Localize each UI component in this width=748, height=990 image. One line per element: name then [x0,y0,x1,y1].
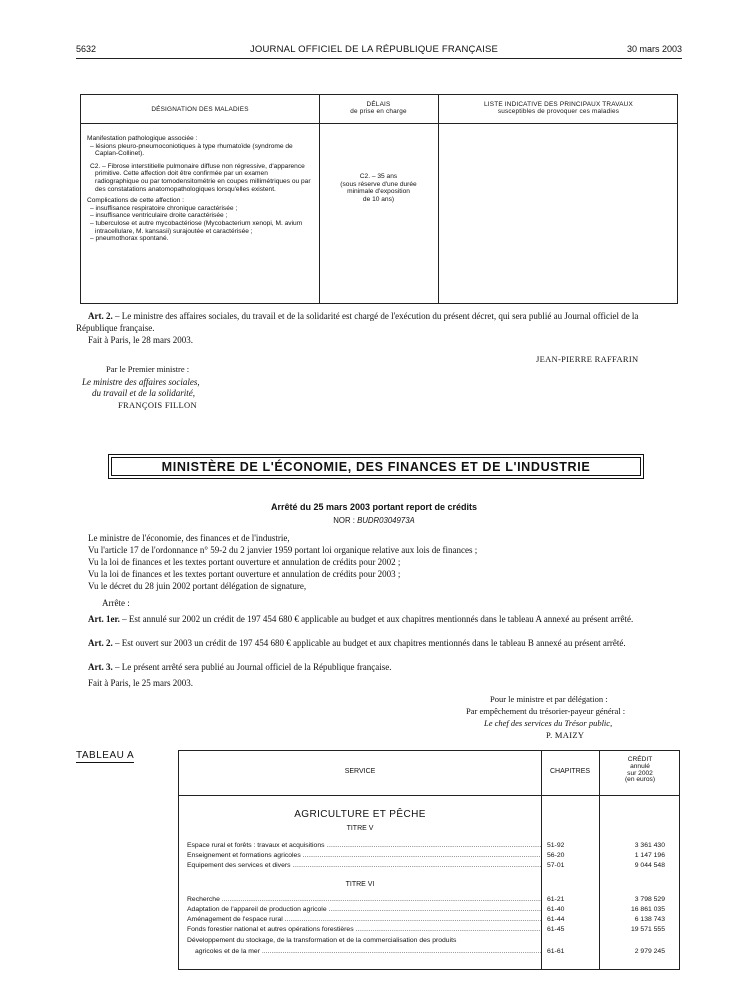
col-header-service: SERVICE [344,768,376,775]
tableau-a-label: TABLEAU A [76,750,135,761]
table-header-rule [81,123,677,124]
table-row [187,925,679,935]
table-row [187,905,679,915]
arrete-label: Arrête : [102,598,130,608]
arrete-title: Arrêté du 25 mars 2003 portant report de crédits [270,502,478,512]
col-header-chapitres: CHAPITRES [549,768,591,775]
article-text: – Est ouvert sur 2003 un crédit de 197 454 680 € applicable au budget et aux chapitres mentionnés dans le tableau B annexé au présent arrêté. [112,638,626,648]
col-header-travaux-line2: susceptibles de provoquer ces maladies [497,108,620,116]
preamble-line: Vu la loi de finances et les textes portant ouverture et annulation de crédits pour 2002 ; [88,557,401,567]
delai-line: de 10 ans) [362,195,395,203]
designation-line: C2. – Fibrose interstitielle pulmonaire diffuse non régressive, d'apparence primitive. Cette affection doit être confirmée par un examen radiographique ou par tomodensitométrie en coupes millimétriques ou par des constatations anatomopathologiques lorsqu'elles existent. [90,162,311,193]
delai-line: C2. – 35 ans [359,173,398,180]
row-service: agricoles et de la mer ..... [187,947,541,957]
col-header-credit-line: annulé [630,762,650,770]
delegation-line: Pour le ministre et par délégation : [490,694,608,704]
minister-title-line2: du travail et de la solidarité, [92,388,195,398]
col-header-credit-line: (en euros) [624,776,656,784]
preamble-line: Le ministre de l'économie, des finances et de l'industrie, [88,533,290,543]
row-service: Enseignement et formations agricoles ..... [187,851,541,861]
ministry-banner [108,454,644,479]
delegation-signatory: P. MAIZY [546,730,585,740]
article-text: – Le ministre des affaires sociales, du travail et de la solidarité est chargé de l'exécution du présent décret, qui sera publié au Journal officiel de la République française. [76,311,639,333]
table-row [187,841,679,851]
col-header-credit [599,757,681,784]
table-row [187,861,679,871]
tableau-a [178,750,680,970]
decree-signatory: JEAN-PIERRE RAFFARIN [536,354,639,364]
row-credit: 3 798 529 [634,896,665,903]
article-label: Art. 2. [88,311,113,321]
issue-date: 30 mars 2003 [626,44,682,54]
row-chapitre: 56-20 [547,852,565,859]
col-header-delais [319,101,438,116]
by-prime-minister: Par le Premier ministre : [106,364,190,374]
col-header-delais-line1: DÉLAIS [366,101,391,108]
row-chapitre: 61-61 [547,948,565,955]
delegation-line: Le chef des services du Trésor public, [484,718,613,728]
row-credit: 9 044 548 [634,862,665,869]
row-service: Espace rural et forêts : travaux et acquisitions ..... [187,841,541,851]
titre-vi-heading: TITRE VI [345,881,375,888]
designation-line: Manifestation pathologique associée : [87,135,198,142]
col-header-credit-line: CRÉDIT [627,756,653,763]
arrete-nor [0,516,748,525]
row-service: Adaptation de l'appareil de production agricole ..... [187,905,541,915]
delegation-line: Par empêchement du trésorier-payeur général : [466,706,626,716]
delai-line: (sous réserve d'une durée [340,180,417,188]
row-chapitre: 61-40 [547,906,565,913]
table-divider [438,95,439,303]
preamble-line: Vu la loi de finances et les textes portant ouverture et annulation de crédits pour 2003 ; [88,569,401,579]
designation-line: – tuberculose et autre mycobactériose (Mycobacterium xenopi, M. avium intracellulare, M. kansasii) surajoutée et caractérisée ; [90,219,303,235]
article-label: Art. 1er. [88,614,120,624]
row-service: Recherche ..... [187,895,541,905]
arrete-article-2 [76,638,682,650]
col-header-designation: DÉSIGNATION DES MALADIES [151,106,249,113]
titre-v-heading: TITRE V [346,825,374,832]
col-header-travaux [438,101,679,116]
nor-label: NOR : [333,516,358,525]
ministry-banner-text: MINISTÈRE DE L'ÉCONOMIE, DES FINANCES ET DE L'INDUSTRIE [111,457,641,476]
row-chapitre: 61-44 [547,916,565,923]
article-label: Art. 2. [88,638,113,648]
decree-article-2 [76,311,680,334]
row-service-line1: Développement du stockage, de la transformation et de la commercialisation des produits [187,937,457,944]
decree-done-at: Fait à Paris, le 28 mars 2003. [88,335,193,345]
preamble-line: Vu l'article 17 de l'ordonnance n° 59-2 du 2 janvier 1959 portant loi organique relative aux lois de finances ; [88,545,478,555]
minister-title-line1: Le ministre des affaires sociales, [82,377,200,387]
designation-line: – lésions pleuro-pneumoconiotiques à type rhumatoïde (syndrome de Caplan-Collinet). [90,142,293,158]
journal-title: JOURNAL OFFICIEL DE LA RÉPUBLIQUE FRANÇAISE [249,44,499,55]
row-credit: 3 361 430 [634,842,665,849]
arrete-article-1 [76,614,682,626]
row-credit: 1 147 196 [634,852,665,859]
row-credit: 2 979 245 [634,948,665,955]
table-header-rule [179,795,679,796]
article-label: Art. 3. [88,662,113,672]
delai-line: minimale d'exposition [347,188,410,196]
designation-line: Complications de cette affection : [87,197,185,205]
delai-cell [319,173,438,203]
row-credit: 16 861 035 [630,906,665,913]
row-chapitre: 57-01 [547,862,565,869]
row-credit: 6 138 743 [634,916,665,923]
table-row [187,915,679,925]
table-row [187,851,679,861]
section-title: AGRICULTURE ET PÊCHE [294,809,426,820]
arrete-done-at: Fait à Paris, le 25 mars 2003. [88,678,193,688]
table-row [187,947,679,957]
designation-cell [87,135,313,243]
designation-line: – pneumothorax spontané. [90,235,169,243]
header-rule [76,58,682,59]
row-service: Equipement des services et divers ..... [187,861,541,871]
row-chapitre: 61-21 [547,896,565,903]
article-text: – Est annulé sur 2002 un crédit de 197 454 680 € applicable au budget et aux chapitres mentionnés dans le tableau A annexé au présent arrêté. [119,614,634,624]
row-service: Aménagement de l'espace rural ..... [187,915,541,925]
table-row [187,895,679,905]
minister-name: FRANÇOIS FILLON [118,400,197,410]
row-chapitre: 51-92 [547,842,565,849]
designation-line: – insuffisance respiratoire chronique caractérisée ; [90,204,238,212]
col-header-travaux-line1: LISTE INDICATIVE DES PRINCIPAUX TRAVAUX [484,101,633,108]
preamble-line: Vu le décret du 28 juin 2002 portant délégation de signature, [88,581,307,591]
designation-line: – insuffisance ventriculaire droite caractérisée ; [90,212,228,220]
col-header-credit-line: sur 2002 [627,769,653,777]
disease-table [80,94,678,304]
page-number: 5632 [76,44,97,54]
row-chapitre: 61-45 [547,926,565,933]
arrete-article-3 [76,662,682,674]
row-service: Fonds forestier national et autres opérations forestières ..... [187,925,541,935]
row-credit: 19 571 555 [630,926,665,933]
article-text: – Le présent arrêté sera publié au Journal officiel de la République française. [112,662,392,672]
col-header-delais-line2: de prise en charge [350,108,407,116]
nor-value: BUDR0304973A [357,516,415,525]
